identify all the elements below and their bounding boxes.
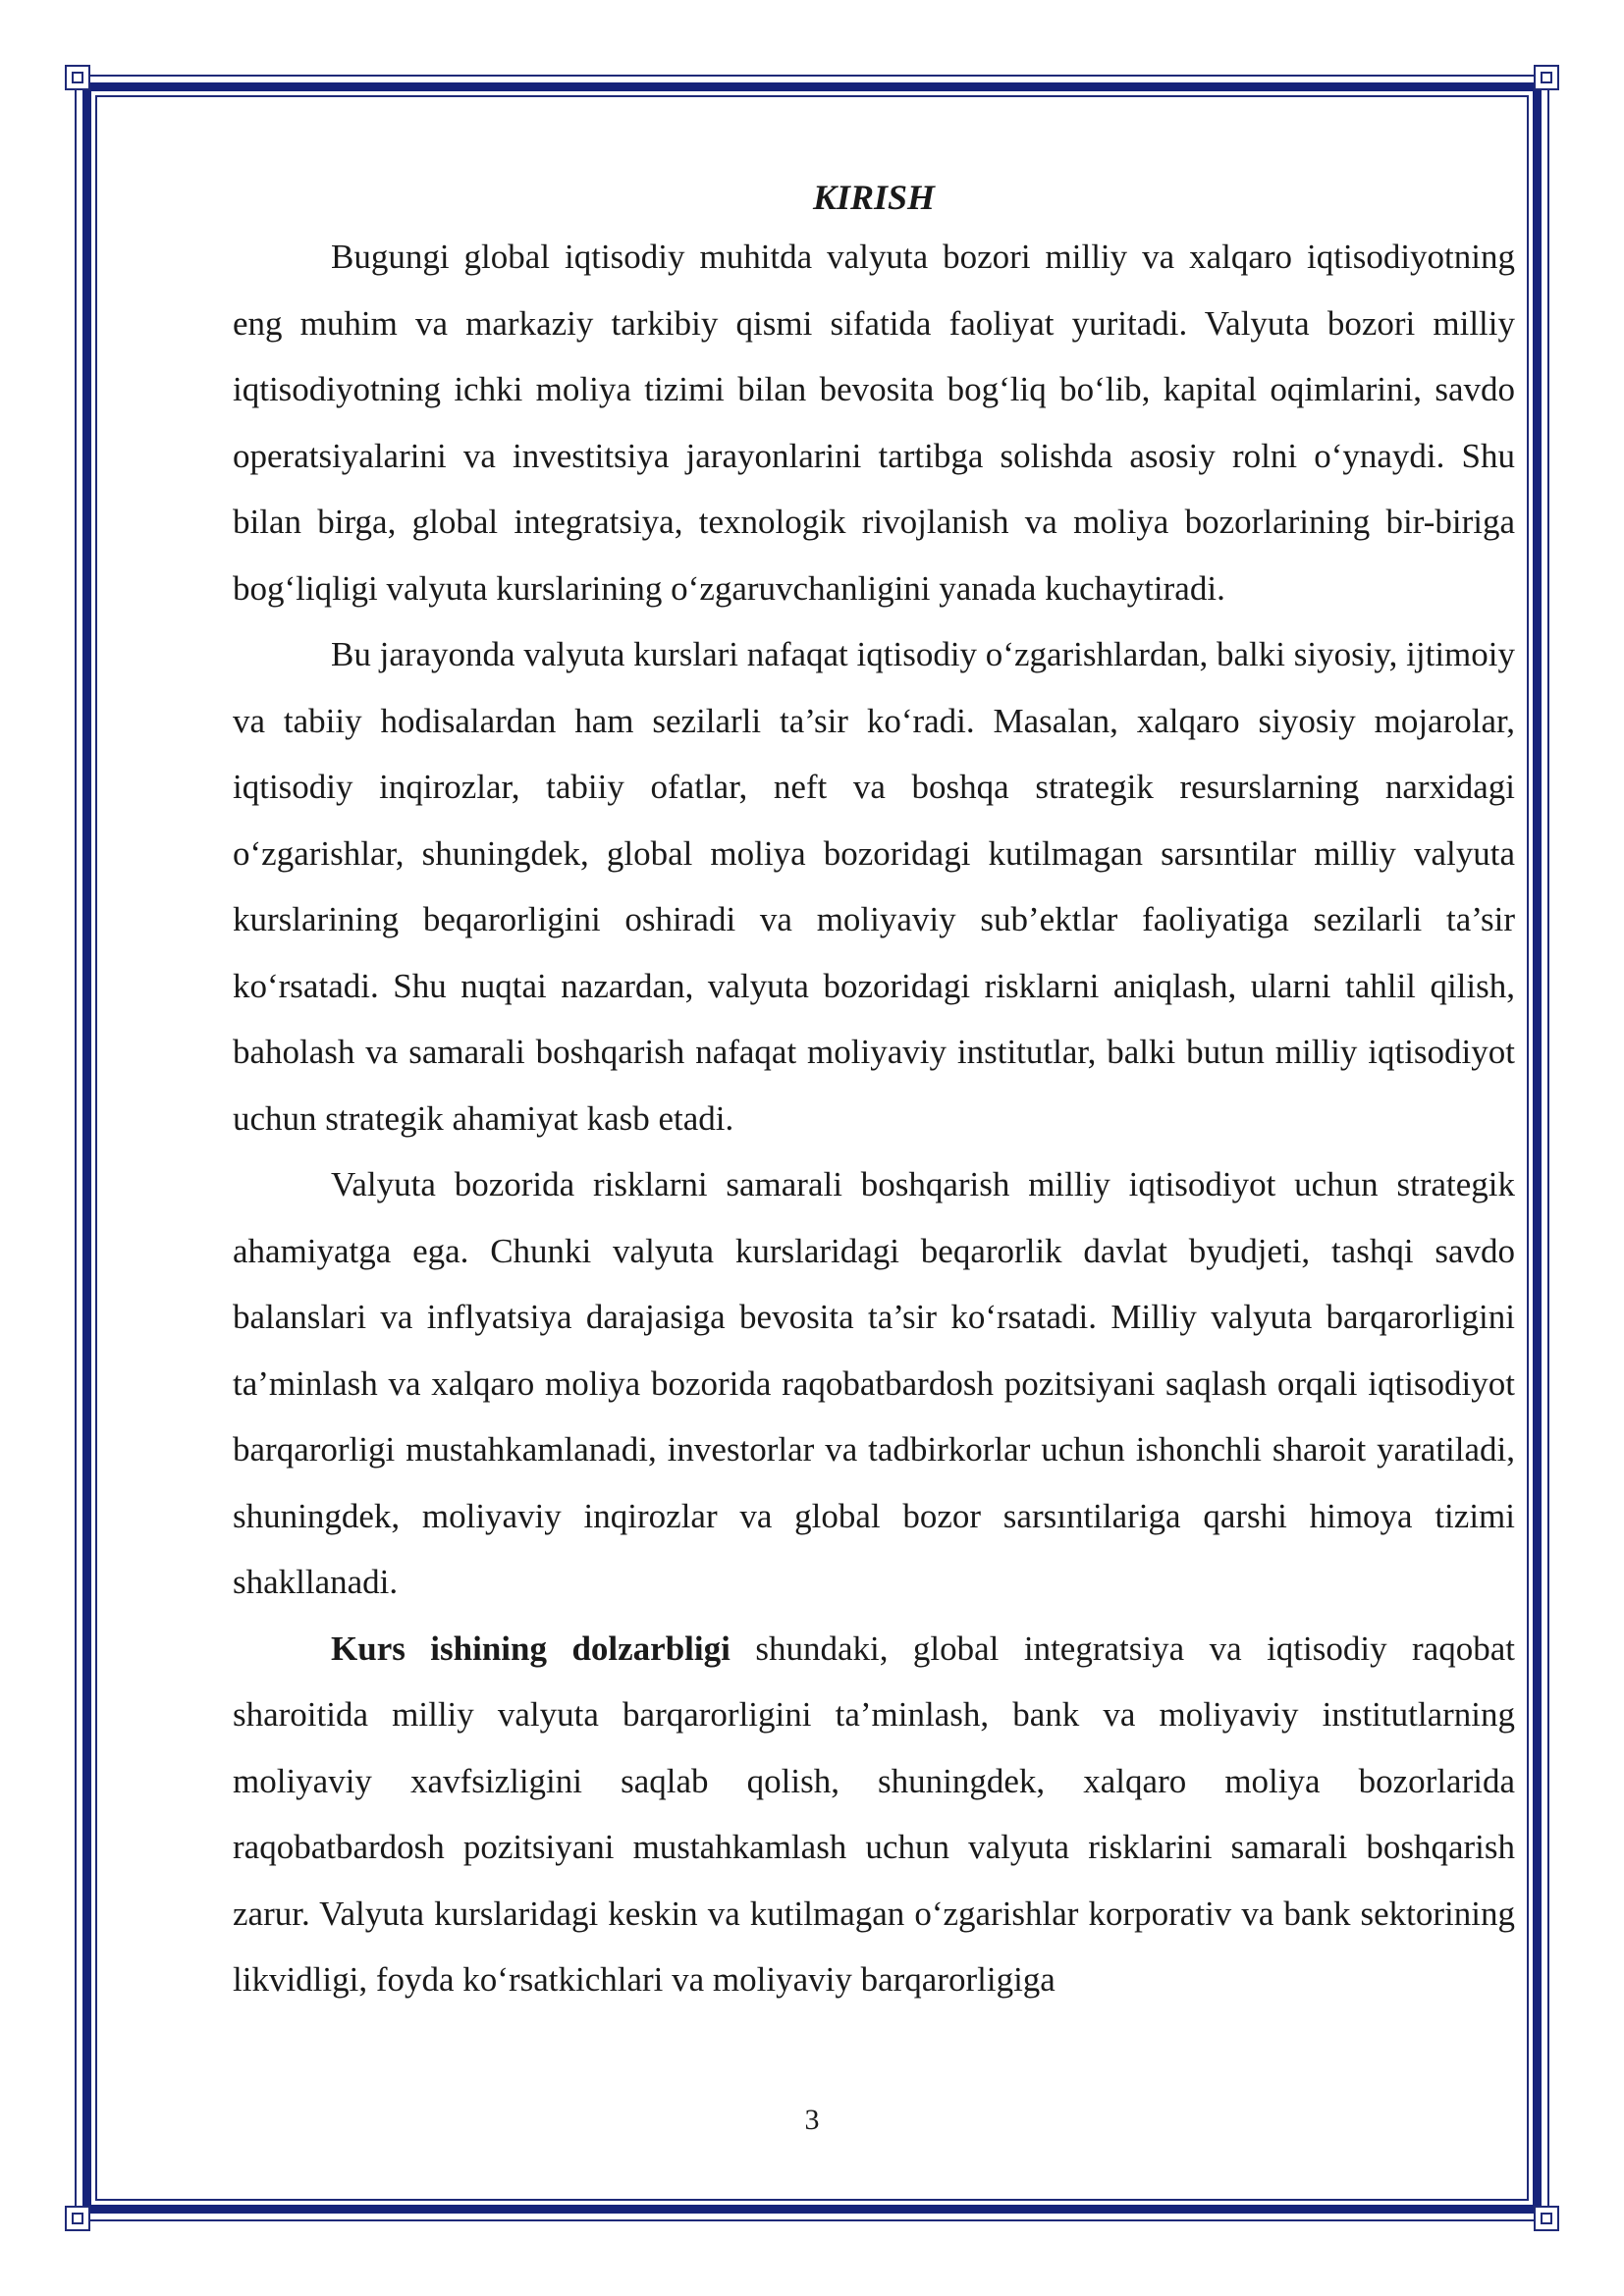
page-number: 3 (804, 2104, 820, 2136)
paragraph (233, 1151, 1515, 1616)
page-title: KIRISH (812, 178, 936, 217)
page-content (233, 173, 1515, 2013)
paragraph-text: Bugungi global iqtisodiy muhitda valyuta bozori milliy va xalqaro iqtisodiyotning eng muhim va markaziy tarkibiy qismi sifatida faoliyat yuritadi. Valyuta bozori milliy iqtisodiyotning ichki moliya tizimi bilan bevosita bog‘liq bo‘lib, kapital oqimlarini, savdo operatsiyalarini va investitsiya jarayonlarini tartibga solishda asosiy rolni o‘ynaydi. Shu bilan birga, global integratsiya, texnologik rivojlanish va moliya bozorlarining bir-biriga bog‘liqligi valyuta kurslarining o‘zgaruvchanligini yanada kuchaytiradi. (233, 238, 1515, 608)
paragraph-relevance (233, 1616, 1515, 2013)
border-corner-ornament (65, 65, 90, 90)
paragraph (233, 224, 1515, 621)
paragraph (233, 621, 1515, 1151)
border-corner-ornament (65, 2206, 90, 2231)
paragraph-text: shundaki, global integratsiya va iqtisodiy raqobat sharoitida milliy valyuta barqarorligini ta’minlash, bank va moliyaviy institutlarning moliyaviy xavfsizligini saqlab qolish, shuningdek, xalqaro moliya bozorlarida raqobatbardosh pozitsiyani mustahkamlash uchun valyuta risklarini samarali boshqarish zarur. Valyuta kurslaridagi keskin va kutilmagan o‘zgarishlar korporativ va bank sektorining likvidligi, foyda ko‘rsatkichlari va moliyaviy barqarorligiga (233, 1629, 1516, 1999)
paragraph-lead-bold: Kurs ishining dolzarbligi (331, 1629, 731, 1668)
border-corner-ornament (1534, 2206, 1559, 2231)
paragraph-text: Bu jarayonda valyuta kurslari nafaqat iqtisodiy o‘zgarishlardan, balki siyosiy, ijtimoiy va tabiiy hodisalardan ham sezilarli ta’sir ko‘radi. Masalan, xalqaro siyosiy mojarolar, iqtisodiy inqirozlar, tabiiy ofatlar, neft va boshqa strategik resurslarning narxidagi o‘zgarishlar, shuningdek, global moliya bozoridagi kutilmagan sarsıntilar milliy valyuta kurslarining beqarorligini oshiradi va moliyaviy sub’ektlar faoliyatiga sezilarli ta’sir ko‘rsatadi. Shu nuqtai nazardan, valyuta bozoridagi risklarni aniqlash, ularni tahlil qilish, baholash va samarali boshqarish nafaqat moliyaviy institutlar, balki butun milliy iqtisodiyot uchun strategik ahamiyat kasb etadi. (233, 635, 1515, 1138)
paragraph-text: Valyuta bozorida risklarni samarali boshqarish milliy iqtisodiyot uchun strategik ahamiyatga ega. Chunki valyuta kurslaridagi beqarorlik davlat byudjeti, tashqi savdo balanslari va inflyatsiya darajasiga bevosita ta’sir ko‘rsatadi. Milliy valyuta barqarorligini ta’minlash va xalqaro moliya bozorida raqobatbardosh pozitsiyani saqlash orqali iqtisodiyot barqarorligi mustahkamlanadi, investorlar va tadbirkorlar uchun ishonchli sharoit yaratiladi, shuningdek, moliyaviy inqirozlar va global bozor sarsıntilariga qarshi himoya tizimi shakllanadi. (233, 1165, 1515, 1601)
border-corner-ornament (1534, 65, 1559, 90)
